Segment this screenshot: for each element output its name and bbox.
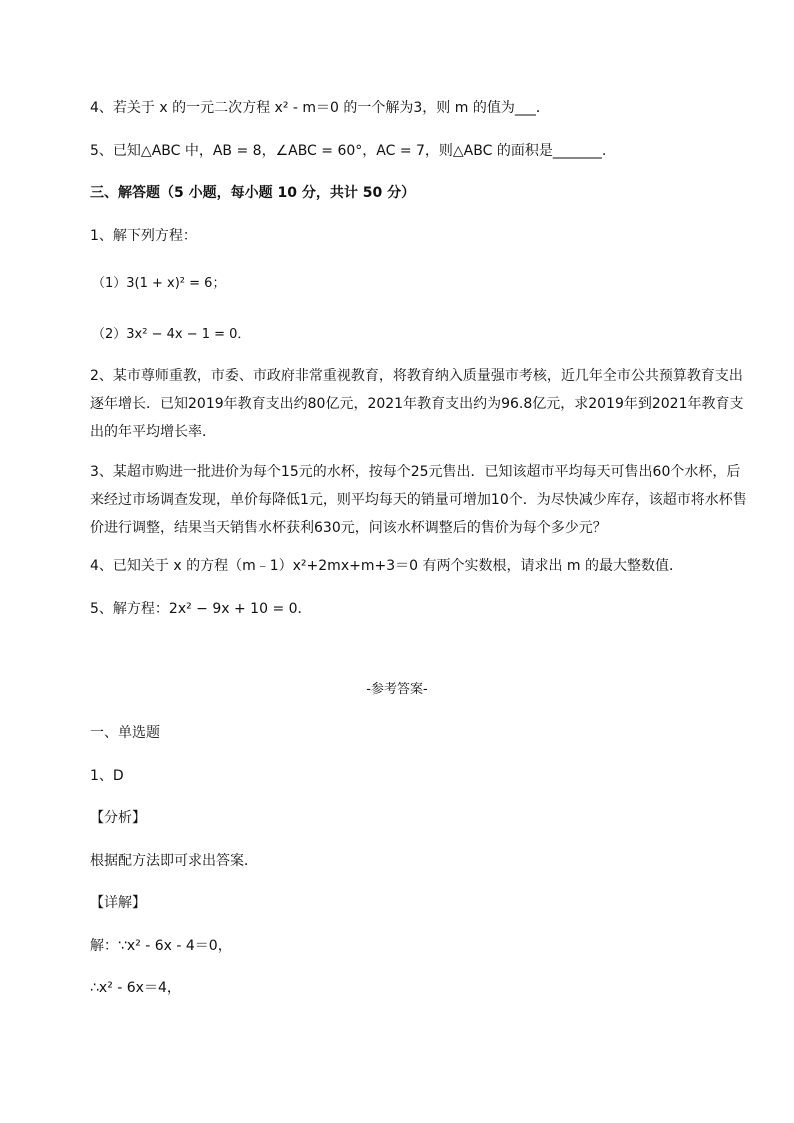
question-text: 某超市购进一批进价为每个15元的水杯，按每个25元售出．已知该超市平均每天可售出60个水杯，后来经过市场调查发现，单价每降低1元，则平均每天的销量可增加10个．为尽快减少库存，该超市将水杯售价进行调整，结果当天销售水杯获利630元，问该水杯调整后的售价为每个多少元？ [90,464,747,536]
answer-item: 1、D [90,768,124,784]
answers-title: -参考答案- [366,682,428,697]
question-number: 5、 [90,143,113,159]
answers-section-title: 一、单选题 [90,725,160,741]
solution-step-2: ∴x² - 6x＝4， [90,980,181,996]
question-3 [90,458,750,542]
question-4 [90,556,683,576]
question-fill-5 [90,141,606,161]
detail-tag: 【详解】 [90,895,146,911]
question-number: 1、 [90,228,113,244]
solution-step-1: 解：∵x² - 6x - 4＝0， [90,938,232,954]
question-text: 解方程：2x² − 9x + 10 = 0． [112,601,312,617]
question-1-sub-1: （1）3(1 + x)² = 6； [92,276,226,291]
question-text: 已知关于 x 的方程（m﹣1）x²+2mx+m+3＝0 有两个实数根，请求出 m 的最大整数值． [112,558,684,574]
question-text: 解下列方程： [112,228,197,244]
analysis-tag: 【分析】 [90,810,146,826]
section-heading: 三、解答题（5 小题，每小题 10 分，共计 50 分） [90,185,416,201]
question-number: 5、 [90,601,113,617]
question-number: 3、 [90,464,113,480]
question-2 [90,362,750,446]
analysis-text: 根据配方法即可求出答案． [90,853,258,869]
question-fill-4 [90,98,550,118]
question-number: 4、 [90,100,113,116]
question-5 [90,599,312,619]
question-text: 某市尊师重教，市委、市政府非常重视教育，将教育纳入质量强市考核，近几年全市公共预算教育支出逐年增长．已知2019年教育支出约80亿元，2021年教育支出约为96.8亿元，求2019年到2021年教育支出的年平均增长率． [90,368,744,440]
question-1 [90,226,197,246]
question-text: 若关于 x 的一元二次方程 x² - m＝0 的一个解为3，则 m 的值为___． [112,100,550,116]
question-number: 4、 [90,558,113,574]
question-text: 已知△ABC 中，AB = 8，∠ABC = 60°，AC = 7，则△ABC 的面积是_______. [112,143,607,159]
question-number: 2、 [90,368,113,384]
question-1-sub-2: （2）3x² − 4x − 1 = 0． [92,327,251,342]
